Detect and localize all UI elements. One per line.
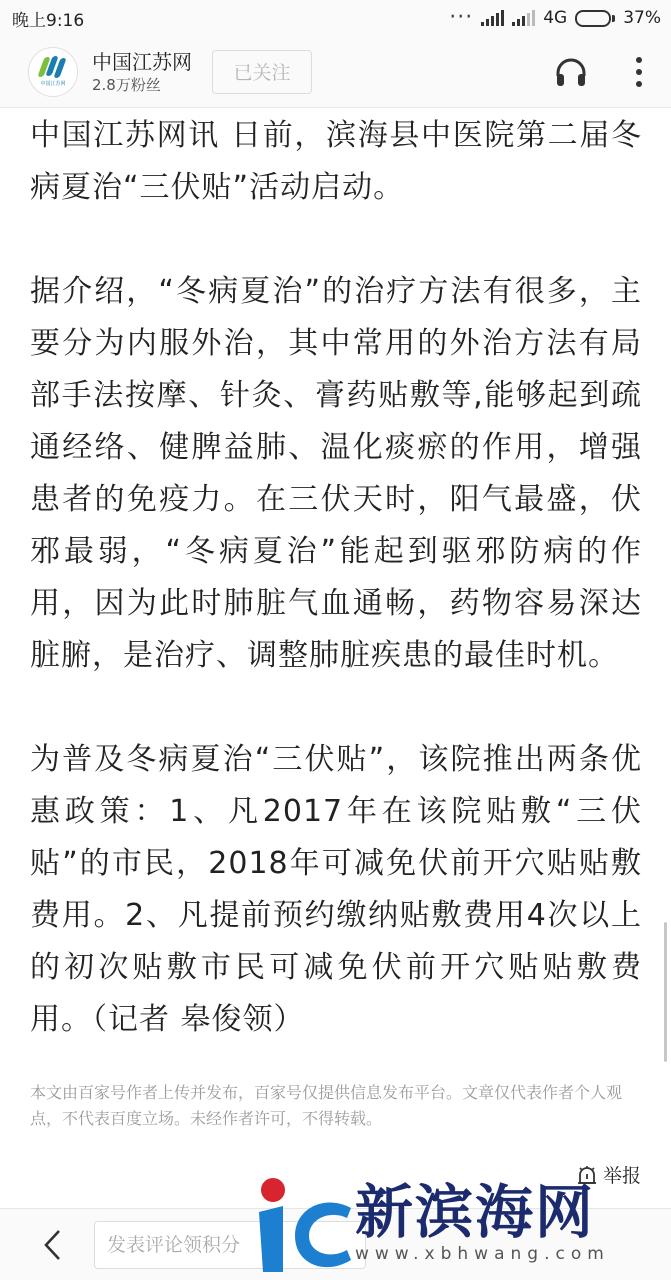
article-paragraph: 中国江苏网讯 日前，滨海县中医院第二届冬病夏治“三伏贴”活动启动。	[30, 118, 642, 205]
scrollbar[interactable]	[664, 922, 667, 1062]
status-time: 晚上9:16	[12, 10, 85, 31]
signal-strength-secondary-icon	[512, 10, 535, 26]
follow-button[interactable]: 已关注	[212, 50, 312, 94]
article-body	[30, 110, 642, 1132]
fan-count: 2.8万粉丝	[92, 75, 161, 94]
report-label[interactable]: 举报	[602, 1165, 641, 1187]
jiangsu-logo-icon	[38, 56, 68, 78]
network-type: 4G	[543, 8, 568, 28]
report-button[interactable]	[577, 1161, 641, 1188]
status-icons	[449, 7, 661, 29]
status-bar	[0, 0, 671, 36]
logo-caption: 中国江苏网	[40, 81, 66, 87]
article-header	[0, 36, 671, 108]
source-info[interactable]	[92, 49, 192, 95]
article-paragraph: 据介绍，“冬病夏治”的治疗方法有很多，主要分为内服外治，其中常用的外治方法有局部手法按摩、针灸、膏药贴敷等,能够起到疏通经络、健脾益肺、温化痰瘀的作用，增强患者的免疫力。在三伏天时，阳气最盛，伏邪最弱，“冬病夏治”能起到驱邪防病的作用，因为此时肺脏气血通畅，药物容易深达脏腑，是治疗、调整肺脏疾患的最佳时机。	[30, 274, 642, 673]
report-icon	[577, 1165, 597, 1185]
chevron-left-icon	[41, 1228, 63, 1262]
watermark-title: 新滨海网	[355, 1178, 596, 1246]
comment-input[interactable]	[94, 1221, 366, 1269]
battery-icon	[575, 10, 615, 27]
notification-dots-icon: ···	[449, 5, 474, 30]
source-name[interactable]: 中国江苏网	[92, 49, 192, 74]
signal-strength-icon	[481, 10, 504, 26]
back-button[interactable]	[32, 1225, 72, 1265]
bottom-bar	[0, 1208, 671, 1280]
battery-percent: 37%	[623, 8, 661, 28]
copyright-disclaimer: 本文由百家号作者上传并发布，百家号仅提供信息发布平台。文章仅代表作者个人观点，不代表百度立场。未经作者许可，不得转载。	[30, 1083, 623, 1128]
more-vertical-icon[interactable]	[627, 52, 651, 92]
headphones-icon[interactable]	[551, 52, 591, 92]
source-logo[interactable]	[28, 47, 78, 97]
article-paragraph: 为普及冬病夏治“三伏贴”，该院推出两条优惠政策：1、凡2017年在该院贴敷“三伏贴”的市民，2018年可减免伏前开穴贴贴敷费用。2、凡提前预约缴纳贴敷费用4次以上的初次贴敷市民可减免伏前开穴贴贴敷费用。（记者 皋俊领）	[30, 742, 642, 1037]
watermark-url: www.xbhwang.com	[355, 1244, 610, 1264]
